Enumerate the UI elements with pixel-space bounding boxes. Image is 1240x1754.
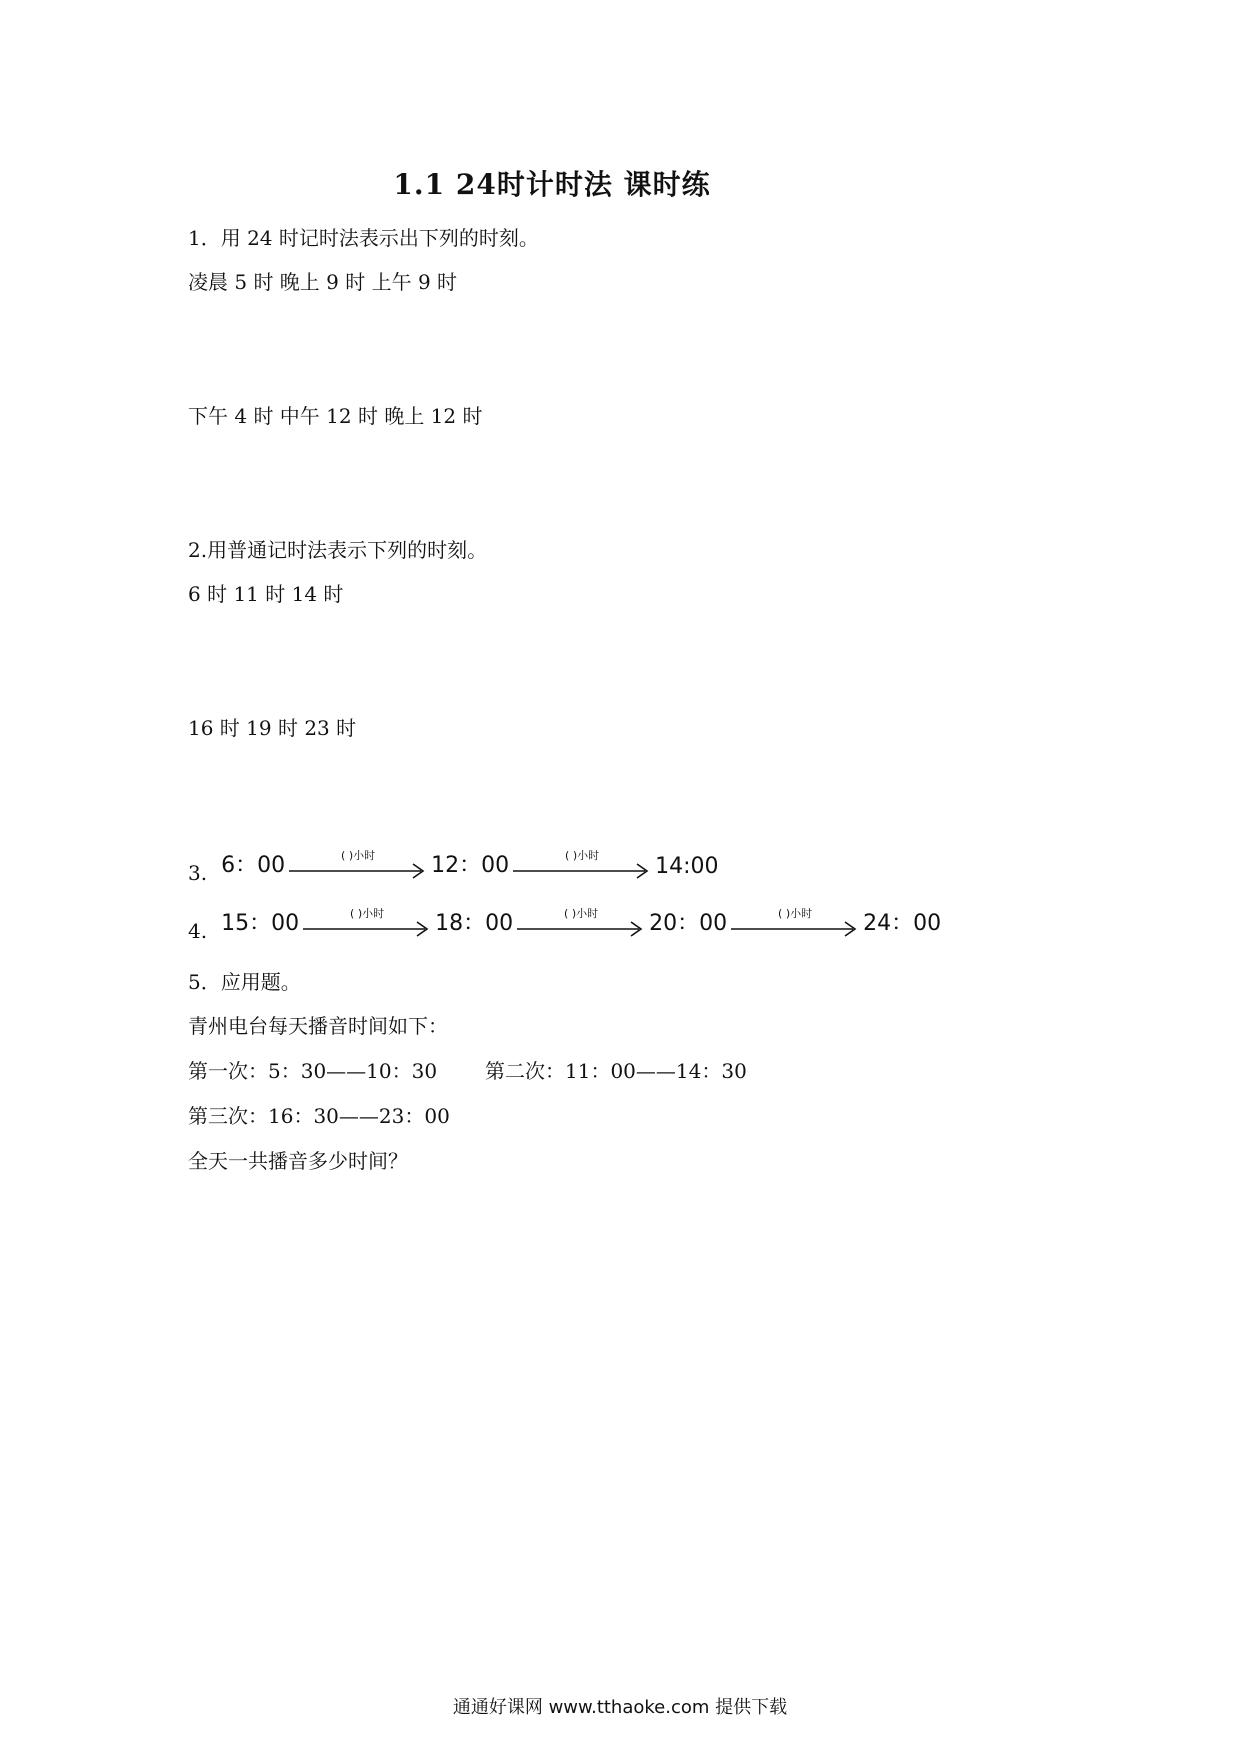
q5-intro: 青州电台每天播音时间如下：	[188, 1014, 448, 1038]
q4-arrow-3-label: ( )小时	[778, 907, 813, 920]
q2-row2: 16 时 19 时 23 时	[188, 716, 357, 740]
q3-arrow-1-label: ( )小时	[341, 849, 376, 862]
q1-row1: 凌晨 5 时 晚上 9 时 上午 9 时	[188, 270, 458, 294]
q4-time-2: 18：00	[435, 911, 514, 936]
q1-prompt: 1．用 24 时记时法表示出下列的时刻。	[188, 226, 539, 250]
q3-sequence	[188, 848, 719, 885]
q3-arrow-2	[513, 851, 651, 879]
q2-prompt: 2.用普通记时法表示下列的时刻。	[188, 538, 488, 562]
q4-arrow-2	[517, 909, 645, 937]
q3-time-3: 14:00	[655, 854, 719, 879]
q3-time-1: 6：00	[221, 853, 286, 878]
q3-time-2: 12：00	[431, 853, 510, 878]
q3-number: 3.	[188, 861, 208, 885]
q3-arrow-1	[289, 851, 427, 879]
q4-arrow-3	[731, 909, 859, 937]
q5-third-broadcast: 第三次：16：30——23：00	[188, 1104, 450, 1128]
q4-time-3: 20：00	[649, 911, 728, 936]
page-title: 1.1 24时计时法 课时练	[393, 168, 711, 201]
q5-second-broadcast: 第二次：11：00——14：30	[485, 1059, 747, 1083]
q4-time-1: 15：00	[221, 911, 300, 936]
q3-arrow-2-label: ( )小时	[565, 849, 600, 862]
q1-row2: 下午 4 时 中午 12 时 晚上 12 时	[188, 404, 483, 428]
footer-credit: 通通好课网 www.tthaoke.com 提供下载	[452, 1697, 788, 1718]
q4-sequence	[188, 906, 942, 943]
q2-row1: 6 时 11 时 14 时	[188, 582, 344, 606]
q5-first-broadcast: 第一次：5：30——10：30	[188, 1059, 438, 1083]
q4-time-4: 24：00	[863, 911, 942, 936]
q4-arrow-1-label: ( )小时	[350, 907, 385, 920]
q5-question: 全天一共播音多少时间？	[188, 1149, 408, 1173]
q4-number: 4.	[188, 919, 208, 943]
q5-prompt: 5．应用题。	[188, 970, 301, 994]
q4-arrow-1	[303, 909, 431, 937]
q4-arrow-2-label: ( )小时	[564, 907, 599, 920]
